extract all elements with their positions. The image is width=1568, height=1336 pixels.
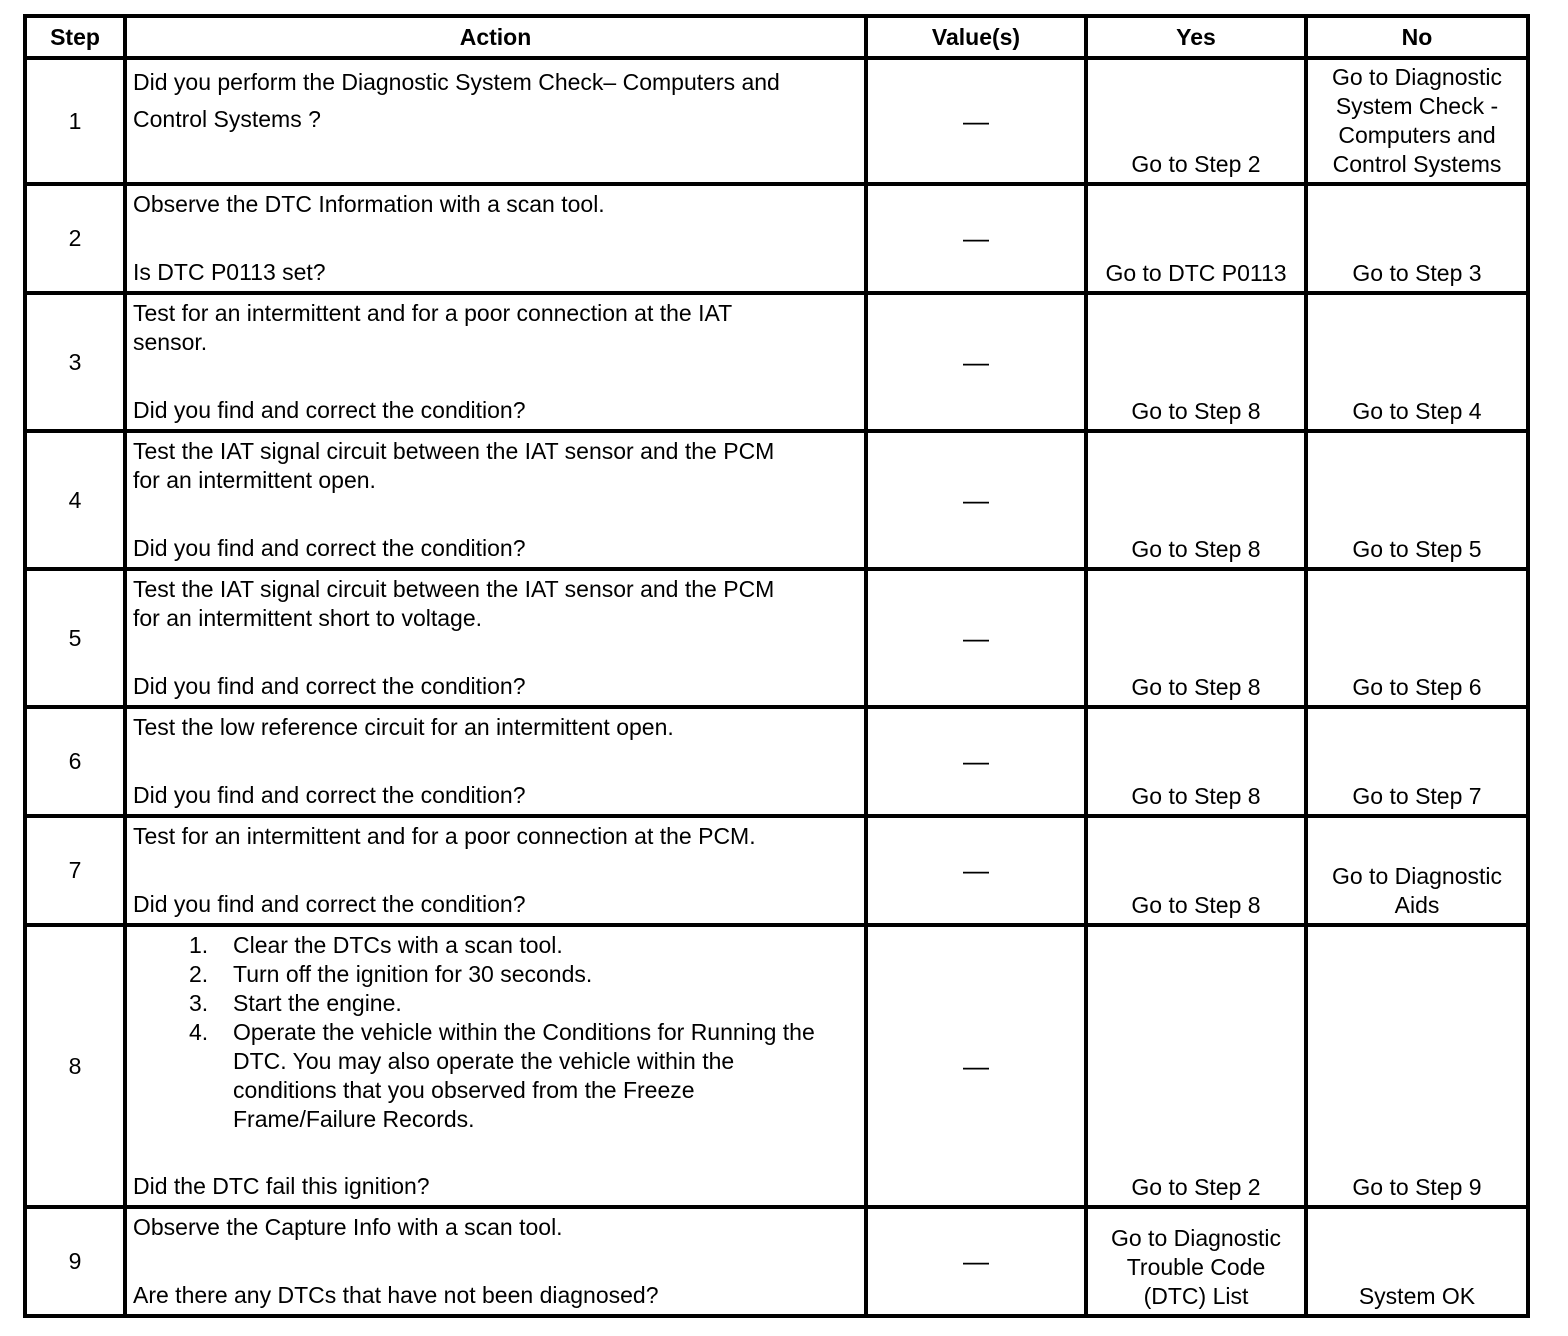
table-row — [25, 925, 1528, 1207]
no-cell — [1306, 431, 1528, 569]
table-row — [25, 431, 1528, 569]
yes-link[interactable]: Go to Diagnostic Trouble Code (DTC) List — [1110, 1225, 1282, 1309]
action-cell — [125, 816, 866, 925]
yes-cell — [1086, 293, 1306, 431]
yes-link[interactable]: Go to Step 2 — [1131, 151, 1261, 177]
yes-cell — [1086, 569, 1306, 707]
step-number: 1 — [25, 58, 125, 184]
action-text: Test for an intermittent and for a poor connection at the IAT — [133, 300, 733, 326]
yes-cell — [1086, 925, 1306, 1207]
yes-cell — [1086, 431, 1306, 569]
action-cell — [125, 707, 866, 816]
procedure-item — [189, 931, 858, 960]
yes-link[interactable]: Go to Step 2 — [1131, 1174, 1261, 1200]
yes-cell — [1086, 58, 1306, 184]
no-cell — [1306, 1207, 1528, 1316]
no-link[interactable]: System OK — [1358, 1283, 1476, 1309]
action-text: for an intermittent short to voltage. — [133, 605, 483, 631]
header-no: No — [1306, 16, 1528, 58]
yes-link[interactable]: Go to Step 8 — [1131, 536, 1261, 562]
procedure-number: 4. — [189, 1019, 209, 1045]
procedure-number: 1. — [189, 932, 209, 958]
no-cell — [1306, 184, 1528, 293]
no-cell — [1306, 707, 1528, 816]
value-cell: — — [866, 184, 1086, 293]
procedure-item — [189, 960, 858, 989]
question-text: Did you find and correct the condition? — [133, 397, 526, 423]
yes-link[interactable]: Go to Step 8 — [1131, 398, 1261, 424]
question-text: Did you find and correct the condition? — [133, 673, 526, 699]
action-cell — [125, 1207, 866, 1316]
header-step: Step — [25, 16, 125, 58]
value-cell: — — [866, 1207, 1086, 1316]
action-text: Observe the Capture Info with a scan tool. — [133, 1214, 563, 1240]
value-cell: — — [866, 58, 1086, 184]
table-row — [25, 707, 1528, 816]
header-row — [25, 16, 1528, 58]
procedure-number: 3. — [189, 990, 209, 1016]
header-yes: Yes — [1086, 16, 1306, 58]
no-link[interactable]: Go to Step 6 — [1352, 674, 1482, 700]
no-cell — [1306, 569, 1528, 707]
action-text: for an intermittent open. — [133, 467, 376, 493]
action-text: Observe the DTC Information with a scan tool. — [133, 191, 605, 217]
procedure-text: Start the engine. — [233, 990, 402, 1016]
table-row — [25, 569, 1528, 707]
step-number: 4 — [25, 431, 125, 569]
question-text: Is DTC P0113 set? — [133, 259, 326, 285]
yes-link[interactable]: Go to DTC P0113 — [1105, 260, 1287, 286]
question-text: Did the DTC fail this ignition? — [133, 1173, 430, 1199]
action-text: Test the IAT signal circuit between the IAT sensor and the PCM — [133, 576, 775, 602]
value-cell: — — [866, 431, 1086, 569]
question-text: Did you find and correct the condition? — [133, 535, 526, 561]
yes-cell — [1086, 184, 1306, 293]
yes-cell — [1086, 1207, 1306, 1316]
no-link[interactable]: Go to Diagnostic System Check - Computers and Control Systems — [1331, 64, 1503, 177]
action-cell — [125, 431, 866, 569]
action-text: Test for an intermittent and for a poor connection at the PCM. — [133, 823, 756, 849]
action-cell — [125, 925, 866, 1207]
procedure-number: 2. — [189, 961, 209, 987]
table-row — [25, 1207, 1528, 1316]
no-cell — [1306, 293, 1528, 431]
question-text: Did you find and correct the condition? — [133, 782, 526, 808]
no-link[interactable]: Go to Step 4 — [1352, 398, 1482, 424]
procedure-text: Turn off the ignition for 30 seconds. — [233, 961, 593, 987]
action-cell — [125, 58, 866, 184]
yes-cell — [1086, 816, 1306, 925]
table-row — [25, 184, 1528, 293]
yes-link[interactable]: Go to Step 8 — [1131, 892, 1261, 918]
no-link[interactable]: Go to Step 5 — [1352, 536, 1482, 562]
table-row — [25, 293, 1528, 431]
procedure-text: Operate the vehicle within the Conditions for Running the DTC. You may also operate the vehicle within the conditions that you observed from the Freeze Frame/Failure Records. — [233, 1019, 815, 1132]
value-cell: — — [866, 816, 1086, 925]
yes-cell — [1086, 707, 1306, 816]
step-number: 9 — [25, 1207, 125, 1316]
diagnostic-table — [23, 14, 1530, 1318]
step-number: 6 — [25, 707, 125, 816]
no-link[interactable]: Go to Diagnostic Aids — [1331, 863, 1503, 918]
action-cell — [125, 293, 866, 431]
table-row — [25, 58, 1528, 184]
step-number: 7 — [25, 816, 125, 925]
step-number: 8 — [25, 925, 125, 1207]
action-text: Test the low reference circuit for an intermittent open. — [133, 714, 674, 740]
table-row — [25, 816, 1528, 925]
action-cell — [125, 569, 866, 707]
no-cell — [1306, 925, 1528, 1207]
no-cell — [1306, 816, 1528, 925]
no-cell — [1306, 58, 1528, 184]
step-number: 2 — [25, 184, 125, 293]
value-cell: — — [866, 925, 1086, 1207]
action-cell — [125, 184, 866, 293]
yes-link[interactable]: Go to Step 8 — [1131, 783, 1261, 809]
question-text: Are there any DTCs that have not been diagnosed? — [133, 1282, 659, 1308]
yes-link[interactable]: Go to Step 8 — [1131, 674, 1261, 700]
procedure-list — [133, 931, 858, 1134]
no-link[interactable]: Go to Step 9 — [1352, 1174, 1482, 1200]
value-cell: — — [866, 293, 1086, 431]
header-values: Value(s) — [866, 16, 1086, 58]
step-number: 3 — [25, 293, 125, 431]
value-cell: — — [866, 707, 1086, 816]
procedure-text: Clear the DTCs with a scan tool. — [233, 932, 563, 958]
procedure-item — [189, 1018, 858, 1134]
action-text: Did you perform the Diagnostic System Check– Computers and — [133, 69, 780, 95]
no-link[interactable]: Go to Step 7 — [1352, 783, 1482, 809]
step-number: 5 — [25, 569, 125, 707]
action-text: sensor. — [133, 329, 208, 355]
action-text: Test the IAT signal circuit between the IAT sensor and the PCM — [133, 438, 775, 464]
header-action: Action — [125, 16, 866, 58]
value-cell: — — [866, 569, 1086, 707]
no-link[interactable]: Go to Step 3 — [1352, 260, 1482, 286]
action-text: Control Systems ? — [133, 106, 321, 132]
question-text: Did you find and correct the condition? — [133, 891, 526, 917]
procedure-item — [189, 989, 858, 1018]
